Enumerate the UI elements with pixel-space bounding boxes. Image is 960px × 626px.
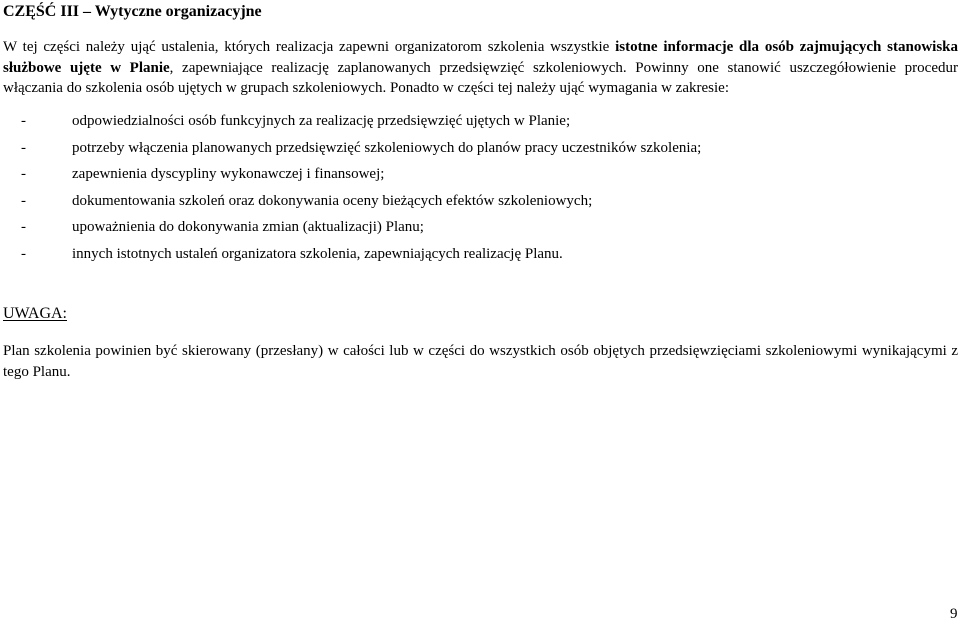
intro-text-end: , zapewniające realizację zaplanowanych przedsięwzięć szkoleniowych. Powinny one stanowić uszczegółowienie procedur włączania do szkolenia osób ujętych w grupach szkoleniowych. Ponadto w części tej należy ująć wymagania w zakresie: (3, 59, 958, 96)
list-item-text: innych istotnych ustaleń organizatora szkolenia, zapewniających realizację Planu. (72, 245, 563, 262)
list-item-text: upoważnienia do dokonywania zmian (aktualizacji) Planu; (72, 219, 424, 236)
list-item-text: potrzeby włączenia planowanych przedsięwzięć szkoleniowych do planów pracy uczestników szkolenia; (72, 139, 702, 156)
note-paragraph: Plan szkolenia powinien być skierowany (przesłany) w całości lub w części do wszystkich osób objętych przedsięwzięciami szkoleniowymi wynikającymi z tego Planu. (3, 343, 958, 380)
list-dash: - (21, 219, 26, 236)
intro-bold-text: istotne informacje dla osób zajmujących stanowiska służbowe ujęte w Planie (3, 39, 959, 76)
page-number: 9 (950, 606, 958, 622)
list-item-text: odpowiedzialności osób funkcyjnych za realizację przedsięwzięć ujętych w Planie; (72, 113, 571, 129)
list-dash: - (21, 166, 26, 183)
intro-paragraph (3, 37, 958, 99)
list-item-text: zapewnienia dyscypliny wykonawczej i finansowej; (72, 166, 385, 183)
list-dash: - (21, 139, 26, 156)
list-dash: - (21, 245, 26, 262)
intro-text-start: W tej części należy ująć ustalenia, których realizacja zapewni organizatorom szkolenia wszystkie (3, 39, 616, 55)
list-item-text: dokumentowania szkoleń oraz dokonywania oceny bieżących efektów szkoleniowych; (72, 192, 593, 209)
note-heading: UWAGA: (3, 305, 67, 322)
list-dash: - (21, 192, 26, 209)
section-heading: CZĘŚĆ III – Wytyczne organizacyjne (3, 3, 262, 20)
list-dash: - (21, 113, 26, 129)
